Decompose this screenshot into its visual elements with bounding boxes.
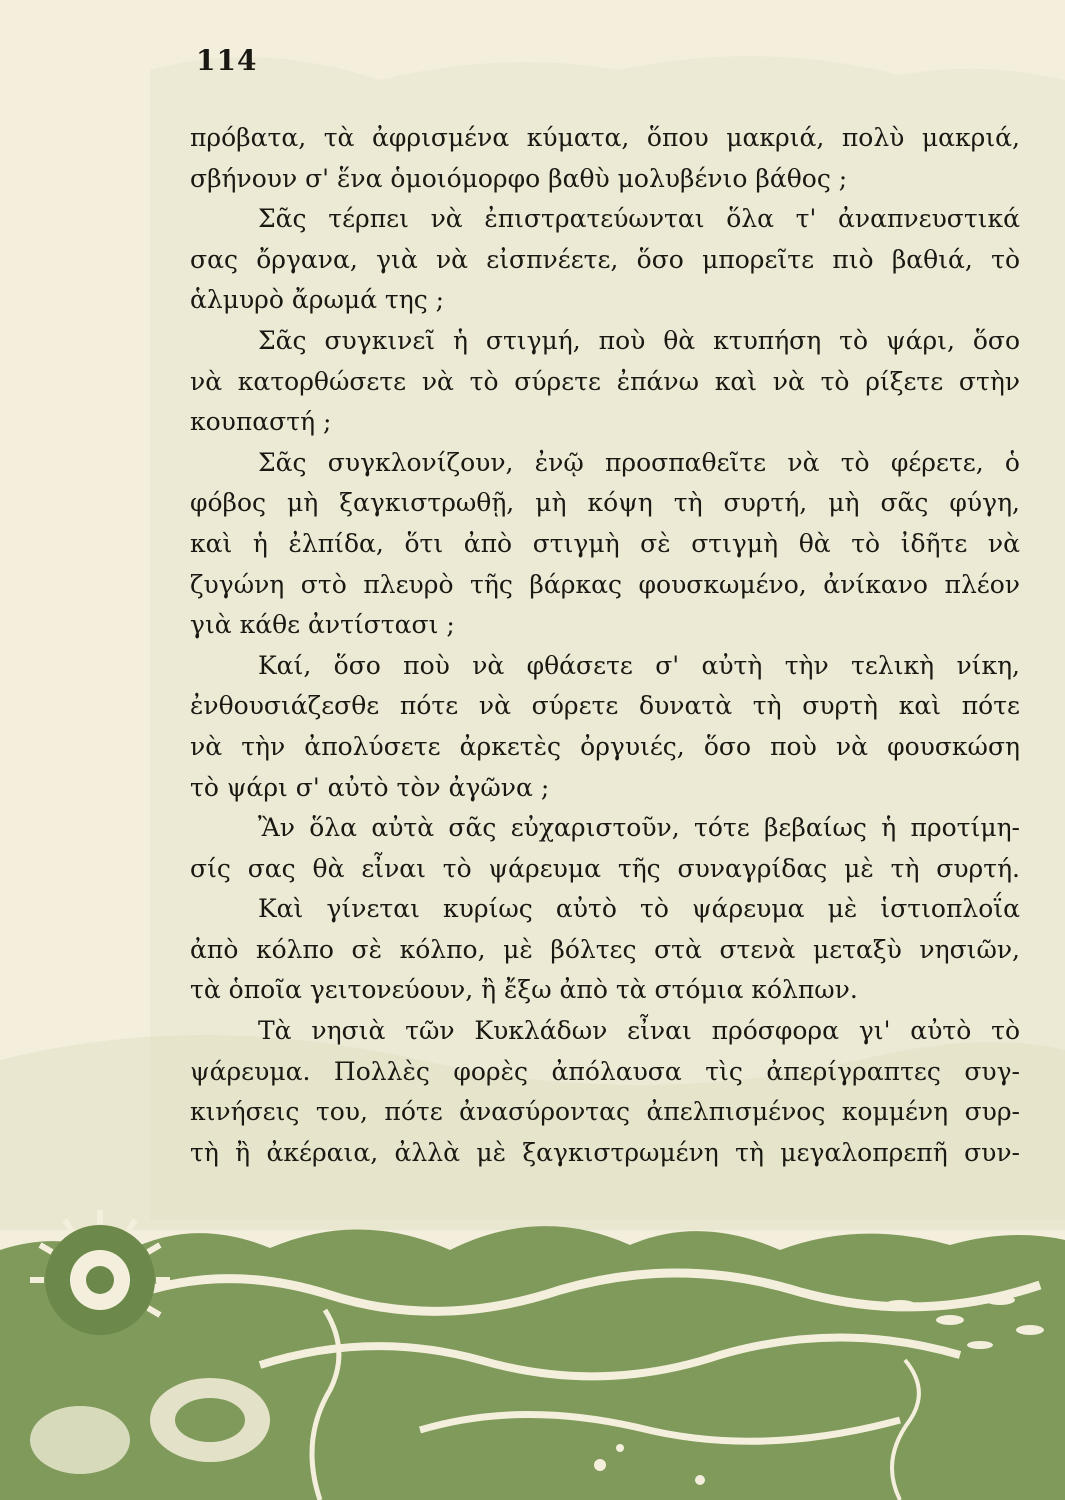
shell — [175, 1398, 245, 1442]
text-line: κουπαστή ; — [190, 407, 332, 437]
text-line: τὰ ὁποῖα γειτονεύουν, ἢ ἔξω ἀπὸ τὰ στόμια κόλπων. — [190, 975, 858, 1005]
text-line: Τὰ νησιὰ τῶν Κυκλάδων εἶναι πρόσφορα γι' αὐτὸ τὸ — [258, 1016, 1020, 1046]
text-line: σίς σας θὰ εἶναι τὸ ψάρευμα τῆς συναγρίδας μὲ τὴ συρτή. — [190, 853, 1020, 883]
text-line: ἁλμυρὸ ἄρωμά της ; — [190, 285, 445, 315]
page-number: 114 — [196, 44, 258, 77]
text-line: τὴ ἢ ἀκέραια, ἀλλὰ μὲ ξαγκιστρωμένη τὴ μεγαλοπρεπῆ συν- — [190, 1137, 1020, 1167]
body-text — [190, 118, 1020, 1173]
text-line: σας ὄργανα, γιὰ νὰ εἰσπνέετε, ὅσο μπορεῖτε πιὸ βαθιά, τὸ — [190, 244, 1020, 274]
text-line: Καί, ὅσο ποὺ νὰ φθάσετε σ' αὐτὴ τὴν τελικὴ νίκη, — [258, 650, 1020, 680]
text-line: Καὶ γίνεται κυρίως αὐτὸ τὸ ψάρευμα μὲ ἱστιοπλοΐα — [258, 894, 1020, 924]
text-line: νὰ τὴν ἀπολύσετε ἀρκετὲς ὀργυιές, ὅσο ποὺ νὰ φουσκώση — [190, 731, 1020, 761]
shell — [30, 1406, 130, 1474]
text-line: κινήσεις του, πότε ἀνασύροντας ἀπελπισμένος κομμένη συρ- — [190, 1097, 1020, 1127]
text-line: Σᾶς συγκινεῖ ἡ στιγμή, ποὺ θὰ κτυπήση τὸ ψάρι, ὅσο — [258, 325, 1020, 355]
text-line: σβήνουν σ' ἕνα ὁμοιόμορφο βαθὺ μολυβένιο βάθος ; — [190, 163, 848, 193]
text-line: Ἂν ὅλα αὐτὰ σᾶς εὐχαριστοῦν, τότε βεβαίως ἡ προτίμη- — [258, 813, 1020, 843]
text-line: ζυγώνη στὸ πλευρὸ τῆς βάρκας φουσκωμένο, ἀνίκανο πλέον — [190, 569, 1020, 599]
text-line: ἀπὸ κόλπο σὲ κόλπο, μὲ βόλτες στὰ στενὰ μεταξὺ νησιῶν, — [190, 934, 1020, 964]
text-line: φόβος μὴ ξαγκιστρωθῇ, μὴ κόψη τὴ συρτή, μὴ σᾶς φύγη, — [190, 488, 1020, 518]
text-line: ψάρευμα. Πολλὲς φορὲς ἀπόλαυσα τὶς ἀπερίγραπτες συγ- — [190, 1056, 1020, 1086]
text-line: γιὰ κάθε ἀντίστασι ; — [190, 610, 455, 640]
text-line: νὰ κατορθώσετε νὰ τὸ σύρετε ἐπάνω καὶ νὰ τὸ ρίξετε στὴν — [190, 366, 1020, 396]
text-line: καὶ ἡ ἐλπίδα, ὅτι ἀπὸ στιγμὴ σὲ στιγμὴ θὰ τὸ ἰδῆτε νὰ — [190, 528, 1020, 558]
text-line: Σᾶς τέρπει νὰ ἐπιστρατεύωνται ὅλα τ' ἀναπνευστικά — [258, 204, 1020, 234]
text-line: πρόβατα, τὰ ἀφρισμένα κύματα, ὅπου μακριά, πολὺ μακριά, — [190, 123, 1020, 152]
text-line: τὸ ψάρι σ' αὐτὸ τὸν ἀγῶνα ; — [190, 772, 550, 802]
text-line: ἐνθουσιάζεσθε πότε νὰ σύρετε δυνατὰ τὴ συρτὴ καὶ πότε — [190, 691, 1020, 721]
text-line: Σᾶς συγκλονίζουν, ἐνῷ προσπαθεῖτε νὰ τὸ φέρετε, ὁ — [258, 447, 1020, 477]
